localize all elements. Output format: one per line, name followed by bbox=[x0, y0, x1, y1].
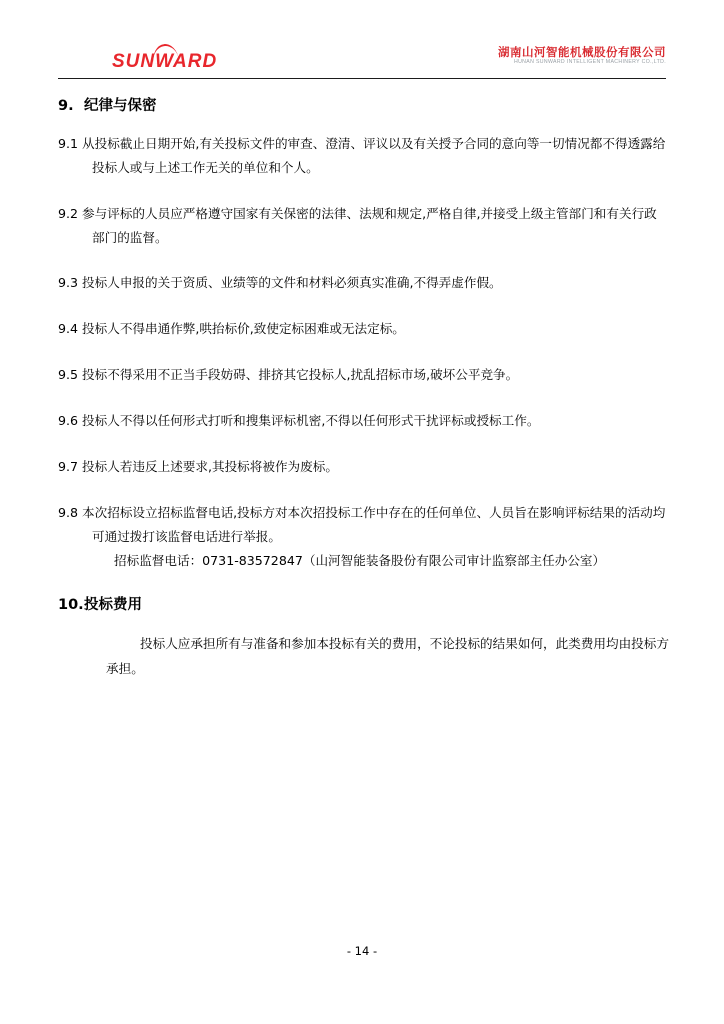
paragraph-9-7: 9.7 投标人若违反上述要求,其投标将被作为废标。 bbox=[58, 459, 338, 475]
page-footer bbox=[0, 944, 724, 958]
paragraph-9-3: 9.3 投标人申报的关于资质、业绩等的文件和材料必须真实准确,不得弄虚作假。 bbox=[58, 275, 502, 291]
page-number: - 14 - bbox=[346, 944, 378, 958]
section-title-10: 投标费用 bbox=[84, 596, 142, 613]
paragraph-9-6: 9.6 投标人不得以任何形式打听和搜集评标机密,不得以任何形式干扰评标或授标工作。 bbox=[58, 413, 540, 429]
logo-swoosh-icon bbox=[151, 42, 179, 63]
paragraph-10-body bbox=[58, 631, 670, 681]
document-content bbox=[58, 86, 670, 681]
section-title-9: 纪律与保密 bbox=[84, 98, 157, 114]
paragraph-9-5: 9.5 投标不得采用不正当手段妨碍、排挤其它投标人,扰乱招标市场,破坏公平竞争。 bbox=[58, 367, 519, 383]
page-header bbox=[58, 45, 666, 80]
paragraph-9-2: 9.2 参与评标的人员应严格遵守国家有关保密的法律、法规和规定,严格自律,并接受上级主管部门和有关行政部门的监督。 bbox=[58, 205, 657, 245]
section-number-10: 10. bbox=[58, 596, 84, 613]
company-name-en: HUNAN SUNWARD INTELLIGENT MACHINERY CO.,LTD. bbox=[513, 59, 666, 66]
company-name-block bbox=[498, 46, 666, 66]
supervision-phone-note: 招标监督电话：0731-83572847（山河智能装备股份有限公司审计监察部主任办公室） bbox=[114, 552, 606, 568]
section-heading-9 bbox=[58, 96, 670, 118]
paragraph-9-4: 9.4 投标人不得串通作弊,哄抬标价,致使定标困难或无法定标。 bbox=[58, 321, 405, 337]
header-divider bbox=[58, 78, 666, 79]
company-name-cn: 湖南山河智能机械股份有限公司 bbox=[498, 45, 666, 59]
paragraph-9-1: 9.1 从投标截止日期开始,有关投标文件的审查、澄清、评议以及有关授予合同的意向等一切情况都不得透露给投标人或与上述工作无关的单位和个人。 bbox=[58, 135, 666, 175]
paragraph-10-text: 投标人应承担所有与准备和参加本投标有关的费用，不论投标的结果如何，此类费用均由投标方承担。 bbox=[106, 635, 669, 676]
logo-wordmark: SUNWARD bbox=[112, 50, 218, 72]
section-number-9: 9. bbox=[58, 98, 74, 114]
paragraph-9-8: 9.8 本次招标设立招标监督电话,投标方对本次招投标工作中存在的任何单位、人员旨在影响评标结果的活动均可通过拨打该监督电话进行举报。 bbox=[58, 505, 666, 544]
sunward-logo bbox=[112, 48, 217, 74]
section-heading-10 bbox=[58, 595, 670, 617]
